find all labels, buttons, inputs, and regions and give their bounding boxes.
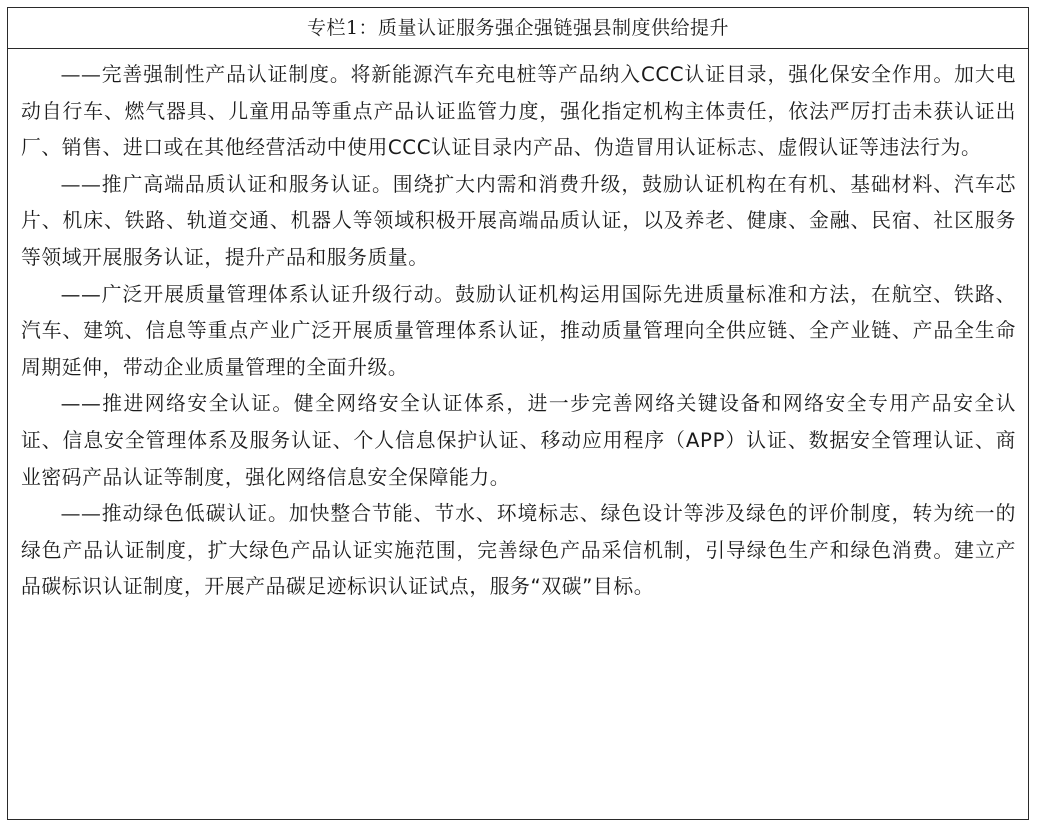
paragraph-text: 加快整合节能、节水、环境标志、绿色设计等涉及绿色的评价制度，转为统一的绿色产品认证制度，扩大绿色产品认证实施范围，完善绿色产品采信机制，引导绿色生产和绿色消费。建立产品碳标识认证制度，开展产品碳足迹标识认证试点，服务“双碳”目标。 <box>21 502 1016 599</box>
paragraph-lead: ——广泛开展质量管理体系认证升级行动。 <box>60 282 456 306</box>
paragraph-lead: ——推进网络安全认证。 <box>60 392 294 416</box>
paragraph-network-security <box>21 386 1016 496</box>
paragraph-lead: ——推动绿色低碳认证。 <box>60 502 289 526</box>
column-box <box>7 7 1029 820</box>
paragraph-text: 鼓励认证机构运用国际先进质量标准和方法，在航空、铁路、汽车、建筑、信息等重点产业广泛开展质量管理体系认证，推动质量管理向全供应链、全产业链、产品全生命周期延伸，带动企业质量管理的全面升级。 <box>21 282 1017 379</box>
paragraph-lead: ——推广高端品质认证和服务认证。 <box>60 172 393 196</box>
paragraph-ccc-certification <box>21 57 1016 167</box>
paragraph-high-end-certification <box>21 167 1016 277</box>
paragraph-green-lowcarbon <box>21 496 1016 606</box>
paragraph-text: 健全网络安全认证体系，进一步完善网络关键设备和网络安全专用产品安全认证、信息安全管理体系及服务认证、个人信息保护认证、移动应用程序（APP）认证、数据安全管理认证、商业密码产品认证等制度，强化网络信息安全保障能力。 <box>21 392 1016 489</box>
column-body <box>8 49 1028 606</box>
paragraph-text: 围绕扩大内需和消费升级，鼓励认证机构在有机、基础材料、汽车芯片、机床、铁路、轨道交通、机器人等领域积极开展高端品质认证，以及养老、健康、金融、民宿、社区服务等领域开展服务认证，提升产品和服务质量。 <box>21 172 1016 269</box>
column-title: 专栏1：质量认证服务强企强链强县制度供给提升 <box>8 8 1028 49</box>
paragraph-lead: ——完善强制性产品认证制度。 <box>60 63 351 86</box>
paragraph-text: 将新能源汽车充电桩等产品纳入CCC认证目录，强化保安全作用。加大电动自行车、燃气器具、儿童用品等重点产品认证监管力度，强化指定机构主体责任，依法严厉打击未获认证出厂、销售、进口或在其他经营活动中使用CCC认证目录内产品、伪造冒用认证标志、虚假认证等违法行为。 <box>21 63 1016 160</box>
paragraph-quality-management <box>21 277 1016 387</box>
